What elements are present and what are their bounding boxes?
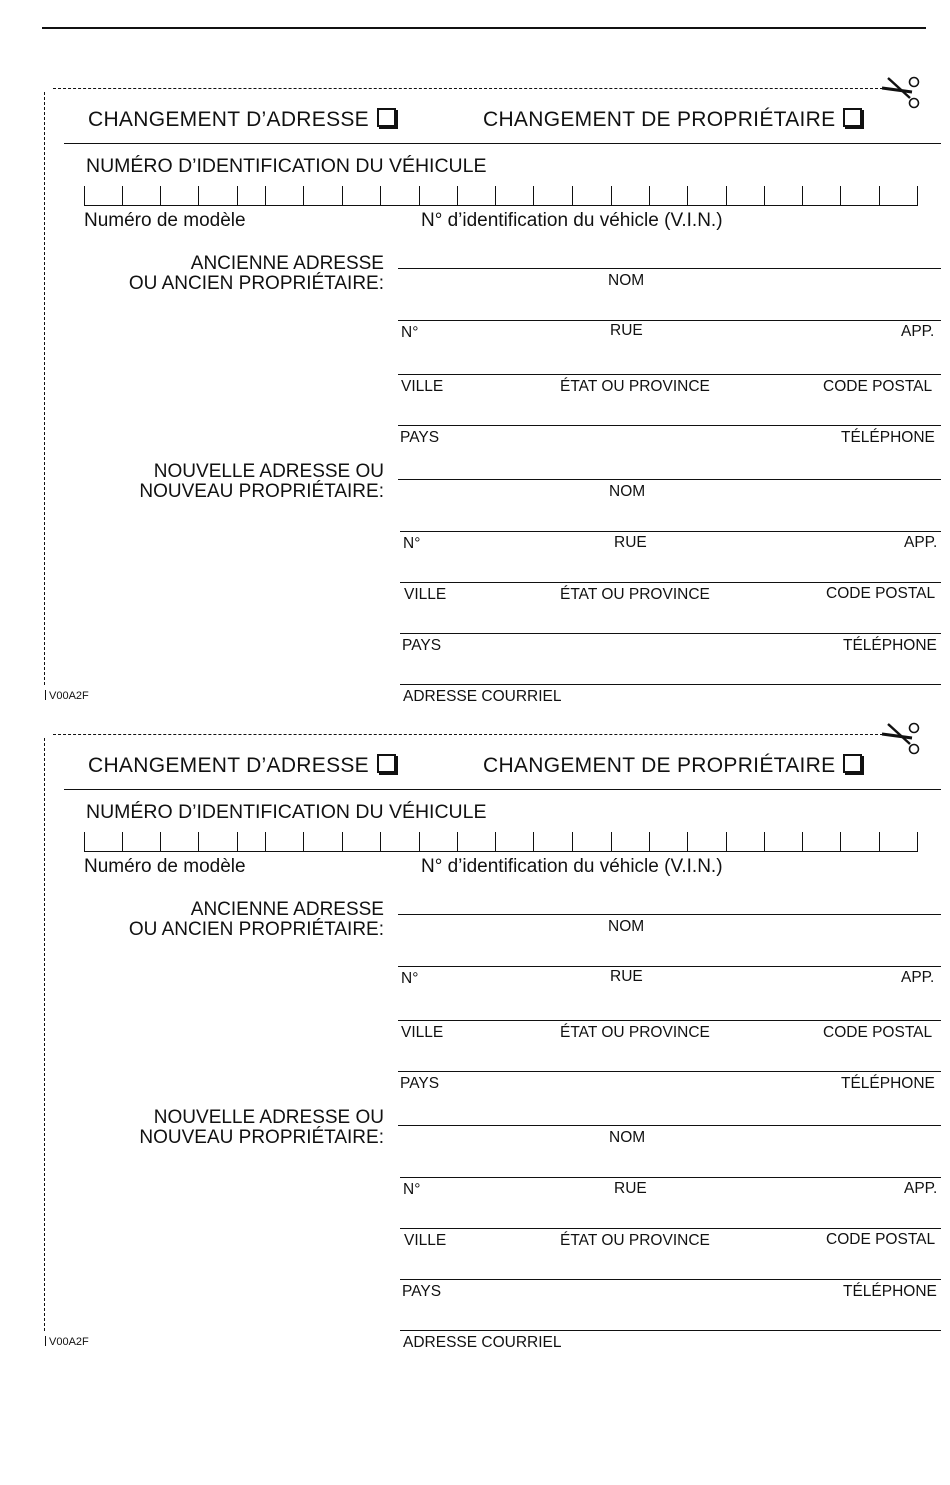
vin-box-divider [237,186,238,206]
change-address-checkbox[interactable] [377,754,396,773]
vin-box-divider [802,832,803,852]
new-street-line[interactable] [400,531,941,532]
cut-line-left [44,738,45,1331]
old-number-caption: N° [401,970,419,987]
header-rule [64,789,941,790]
vin-box-divider [611,832,612,852]
new-country-line[interactable] [400,1279,941,1280]
change-owner-option[interactable] [483,108,862,132]
vin-box-divider [917,832,918,852]
new-address-label: NOUVELLE ADRESSE OU NOUVEAU PROPRIÉTAIRE: [139,461,384,502]
vin-box-divider [198,186,199,206]
new-name-line[interactable] [398,1125,941,1126]
vin-box-divider [495,186,496,206]
vin-box-divider [122,832,123,852]
new-phone-caption: TÉLÉPHONE [843,1283,937,1300]
change-owner-label: CHANGEMENT DE PROPRIÉTAIRE [483,754,836,777]
model-number-label: Numéro de modèle [84,856,246,877]
change-address-option[interactable] [88,754,396,778]
change-owner-checkbox[interactable] [843,108,862,127]
new-phone-caption: TÉLÉPHONE [843,637,937,654]
new-number-caption: N° [403,1181,421,1198]
old-state-caption: ÉTAT OU PROVINCE [560,1024,710,1041]
vin-box-divider [649,186,650,206]
change-address-option[interactable] [88,108,396,132]
vin-box-divider [495,832,496,852]
new-country-caption: PAYS [402,637,442,654]
cut-line-left [44,92,45,685]
vin-box-divider [265,186,266,206]
change-form-1 [0,88,950,733]
old-country-line[interactable] [398,425,941,426]
vin-box-divider [572,832,573,852]
old-city-caption: VILLE [401,378,444,395]
change-owner-option[interactable] [483,754,862,778]
change-owner-label: CHANGEMENT DE PROPRIÉTAIRE [483,108,836,131]
form-code: V00A2F [45,690,89,702]
email-line[interactable] [400,684,941,685]
vin-box-divider [160,832,161,852]
vin-label: N° d’identification du véhicle (V.I.N.) [421,210,723,231]
new-address-label: NOUVELLE ADRESSE OU NOUVEAU PROPRIÉTAIRE: [139,1107,384,1148]
vin-box-divider [572,186,573,206]
new-city-line[interactable] [400,1228,941,1229]
old-apt-caption: APP. [901,323,935,340]
new-country-caption: PAYS [402,1283,442,1300]
vin-box-divider [649,832,650,852]
vin-box-divider [879,832,880,852]
old-number-caption: N° [401,324,419,341]
old-street-caption: RUE [610,322,643,339]
new-apt-caption: APP. [904,1180,938,1197]
vin-box-divider [726,186,727,206]
vin-box-divider [726,832,727,852]
email-caption: ADRESSE COURRIEL [403,688,562,705]
new-country-line[interactable] [400,633,941,634]
new-name-caption: NOM [609,483,646,500]
vin-box-divider [84,186,85,206]
old-name-caption: NOM [608,918,645,935]
old-postal-caption: CODE POSTAL [823,1024,933,1041]
scissors-icon [880,722,924,758]
change-address-label: CHANGEMENT D’ADRESSE [88,754,369,777]
new-apt-caption: APP. [904,534,938,551]
new-state-caption: ÉTAT OU PROVINCE [560,1232,710,1249]
new-city-line[interactable] [400,582,941,583]
vin-label: N° d’identification du véhicle (V.I.N.) [421,856,723,877]
page-top-rule [42,27,926,29]
change-address-label: CHANGEMENT D’ADRESSE [88,108,369,131]
vin-entry-boxes[interactable] [84,832,918,852]
vin-box-divider [303,832,304,852]
old-name-line[interactable] [398,268,941,269]
vin-box-divider [611,186,612,206]
vin-box-divider [380,832,381,852]
vin-box-divider [457,832,458,852]
vin-box-divider [84,832,85,852]
new-street-line[interactable] [400,1177,941,1178]
vin-box-divider [764,186,765,206]
old-address-label: ANCIENNE ADRESSE OU ANCIEN PROPRIÉTAIRE: [128,253,384,294]
cut-line-top [53,734,883,735]
vin-box-divider [419,186,420,206]
header-rule [64,143,941,144]
vin-box-divider [533,186,534,206]
email-line[interactable] [400,1330,941,1331]
vin-box-divider [265,832,266,852]
old-phone-caption: TÉLÉPHONE [841,1075,935,1092]
old-apt-caption: APP. [901,969,935,986]
old-address-label: ANCIENNE ADRESSE OU ANCIEN PROPRIÉTAIRE: [128,899,384,940]
old-country-line[interactable] [398,1071,941,1072]
vin-box-divider [533,832,534,852]
vin-box-divider [303,186,304,206]
old-name-caption: NOM [608,272,645,289]
new-postal-caption: CODE POSTAL [826,585,936,602]
vin-box-divider [764,832,765,852]
old-postal-caption: CODE POSTAL [823,378,933,395]
new-name-line[interactable] [398,479,941,480]
new-state-caption: ÉTAT OU PROVINCE [560,586,710,603]
new-name-caption: NOM [609,1129,646,1146]
new-city-caption: VILLE [404,586,447,603]
form-code: V00A2F [45,1336,89,1348]
email-caption: ADRESSE COURRIEL [403,1334,562,1351]
vin-box-divider [380,186,381,206]
change-form-2 [0,734,950,1379]
vin-box-divider [802,186,803,206]
old-street-line[interactable] [398,966,941,967]
new-number-caption: N° [403,535,421,552]
vin-box-divider [917,186,918,206]
vin-box-divider [687,186,688,206]
vin-box-divider [840,186,841,206]
old-state-caption: ÉTAT OU PROVINCE [560,378,710,395]
old-city-line[interactable] [398,374,941,375]
vin-box-divider [342,832,343,852]
vin-box-divider [419,832,420,852]
vin-entry-boxes[interactable] [84,186,918,206]
new-street-caption: RUE [614,534,647,551]
new-city-caption: VILLE [404,1232,447,1249]
vin-box-divider [237,832,238,852]
vin-box-divider [160,186,161,206]
old-street-caption: RUE [610,968,643,985]
old-name-line[interactable] [398,914,941,915]
vin-box-divider [198,832,199,852]
new-street-caption: RUE [614,1180,647,1197]
old-street-line[interactable] [398,320,941,321]
vin-title: NUMÉRO D’IDENTIFICATION DU VÉHICULE [86,155,487,177]
cut-line-top [53,88,883,89]
change-address-checkbox[interactable] [377,108,396,127]
vin-box-divider [687,832,688,852]
old-country-caption: PAYS [400,429,440,446]
vin-title: NUMÉRO D’IDENTIFICATION DU VÉHICULE [86,801,487,823]
old-city-line[interactable] [398,1020,941,1021]
vin-box-divider [342,186,343,206]
vin-box-divider [879,186,880,206]
vin-box-divider [122,186,123,206]
vin-box-divider [840,832,841,852]
vin-box-divider [457,186,458,206]
new-postal-caption: CODE POSTAL [826,1231,936,1248]
old-city-caption: VILLE [401,1024,444,1041]
model-number-label: Numéro de modèle [84,210,246,231]
change-owner-checkbox[interactable] [843,754,862,773]
old-country-caption: PAYS [400,1075,440,1092]
scissors-icon [880,76,924,112]
old-phone-caption: TÉLÉPHONE [841,429,935,446]
